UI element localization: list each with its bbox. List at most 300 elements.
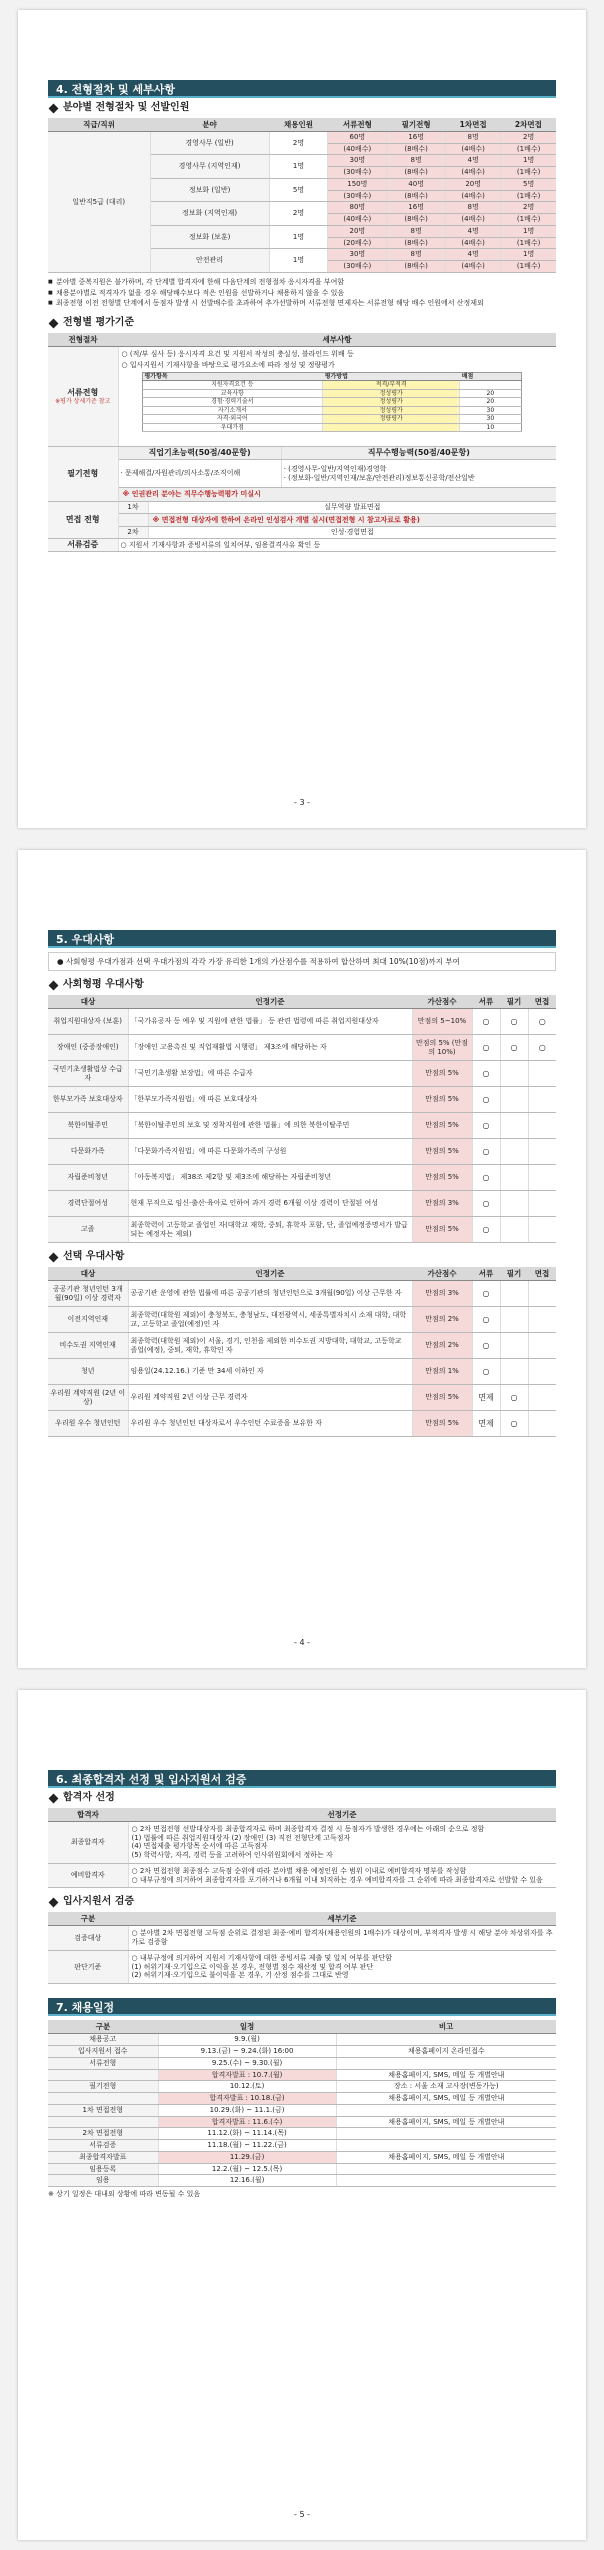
schedule-row — [48, 2116, 556, 2128]
schedule-remark — [336, 2175, 556, 2187]
table-header: 세부사항 — [118, 333, 556, 347]
count-cell: 1명 — [501, 225, 556, 237]
check-cell: ○ — [472, 1113, 500, 1139]
table-row — [48, 1113, 556, 1139]
table-header: 직급/직위 — [48, 118, 150, 132]
schedule-remark: 장소 : 서울 소재 고사장(변동가능) — [336, 2081, 556, 2093]
field-cell: 경영사무 (지역인재) — [150, 155, 269, 179]
check-cell — [500, 1087, 528, 1113]
count-cell: 80명 — [328, 202, 387, 214]
reserve-criteria — [128, 1863, 556, 1888]
criteria-cell: 우리원 우수 청년인턴 대상자로서 우수인턴 수료증을 보유한 자 — [128, 1411, 412, 1437]
multiple-cell: (4배수) — [446, 167, 501, 179]
inner-row — [142, 398, 521, 407]
check-cell — [528, 1165, 556, 1191]
check-cell — [528, 1061, 556, 1087]
points-cell: 만점의 1% — [412, 1359, 472, 1385]
detail-line: (5) 학력사항, 자격, 경력 등을 고려하여 인사위원회에서 정하는 자 — [131, 1851, 333, 1860]
points-cell: 만점의 5% — [412, 1061, 472, 1087]
doc-eval-inner-table — [142, 372, 522, 433]
count-cell: 2명 — [501, 202, 556, 214]
schedule-stage: 임용 — [48, 2175, 158, 2187]
check-cell — [528, 1307, 556, 1333]
schedule-row — [48, 2175, 556, 2187]
row-label: 검증대상 — [48, 1926, 128, 1951]
check-cell: ○ — [472, 1359, 500, 1385]
schedule-row — [48, 2081, 556, 2093]
subsection-title: 합격자 선정 — [48, 1788, 556, 1808]
multiple-cell: (40배수) — [328, 214, 387, 226]
check-cell — [528, 1333, 556, 1359]
check-cell: ○ — [528, 1035, 556, 1061]
points-cell: 만점의 5% (만점의 10%) — [412, 1035, 472, 1061]
schedule-row — [48, 2046, 556, 2058]
target-cell: 우리원 계약직원 (2년 이상) — [48, 1385, 128, 1411]
inner-cell: 교육사항 — [142, 389, 323, 398]
schedule-date: 9.13.(금) ~ 9.24.(화) 16:00 — [158, 2046, 336, 2058]
field-cell: 정보화 (지역인재) — [150, 202, 269, 226]
multiple-cell: (4배수) — [446, 261, 501, 273]
target-cell: 취업지원대상자 (보훈) — [48, 1009, 128, 1035]
check-cell — [500, 1217, 528, 1243]
final-criteria — [128, 1821, 556, 1863]
points-cell: 만점의 5% — [412, 1113, 472, 1139]
table-header: 분야 — [150, 118, 269, 132]
note-item: ■ 분야별 중복지원은 불가하며, 각 단계별 합격자에 한해 다음단계의 전형절차 응시자격을 부여함 — [48, 277, 556, 288]
page-number: - 3 - — [294, 798, 310, 807]
detail-line: ○ (적/부 심사 등) 응시자격 요건 및 지원서 작성의 충실성, 블라인드 위배 등 — [121, 350, 354, 358]
points-cell: 만점의 3% — [412, 1281, 472, 1307]
check-cell: ○ — [472, 1281, 500, 1307]
count-cell: 8명 — [387, 249, 446, 261]
inner-header: 평가항목 — [142, 372, 323, 381]
criteria-cell: 임용일(24.12.16.) 기준 만 34세 이하인 자 — [128, 1359, 412, 1385]
multiple-cell: (1배수) — [501, 143, 556, 155]
section-title: 6. 최종합격자 선정 및 입사지원서 검증 — [48, 1770, 556, 1788]
selection-table — [48, 118, 556, 273]
interview-text: 실무역량 발표면접 — [148, 501, 556, 513]
schedule-row — [48, 2069, 556, 2081]
table-header: 구분 — [48, 1912, 128, 1926]
schedule-remark: 채용홈페이지, SMS, 메일 등 개별안내 — [336, 2069, 556, 2081]
table-row — [48, 1087, 556, 1113]
schedule-stage — [48, 2093, 158, 2105]
diamond-icon — [49, 1898, 59, 1908]
criteria-cell: 「다문화가족지원법」에 따른 다문화가족의 구성원 — [128, 1139, 412, 1165]
check-cell: 면제 — [472, 1385, 500, 1411]
field-cell: 정보화 (보훈) — [150, 225, 269, 249]
table-row — [48, 131, 556, 143]
count-cell: 4명 — [446, 249, 501, 261]
schedule-date: 합격자발표 : 10.7.(월) — [158, 2069, 336, 2081]
page-5 — [18, 1690, 586, 2540]
schedule-date: 9.25.(수) ~ 9.30.(월) — [158, 2057, 336, 2069]
check-cell: ○ — [500, 1009, 528, 1035]
table-header: 면접 — [528, 995, 556, 1009]
count-cell: 5명 — [501, 178, 556, 190]
schedule-stage: 최종합격자발표 — [48, 2151, 158, 2163]
table-row — [48, 1191, 556, 1217]
table-row — [48, 1035, 556, 1061]
note-item: ■ 최종전형 이전 전형별 단계에서 동점자 발생 시 선발배수를 초과하여 추가선발하며 서류전형 면제자는 서류전형 해당 배수 인원에서 산정제외 — [48, 298, 556, 309]
schedule-stage: 1차 면접전형 — [48, 2104, 158, 2116]
table-row — [48, 1359, 556, 1385]
multiple-cell: (4배수) — [446, 190, 501, 202]
check-cell: ○ — [472, 1307, 500, 1333]
table-header: 채용인원 — [269, 118, 328, 132]
inner-row — [142, 415, 521, 424]
schedule-stage: 서류전형 — [48, 2057, 158, 2069]
target-cell: 장애인 (중증장애인) — [48, 1035, 128, 1061]
inner-header: 평가방법 — [323, 372, 460, 381]
written-col-header: 직업기초능력(50점/40문항) — [118, 447, 281, 460]
schedule-remark — [336, 2104, 556, 2116]
multiple-cell: (8배수) — [387, 237, 446, 249]
written-col-header: 직무수행능력(50점/40문항) — [281, 447, 556, 460]
headcount-cell: 2명 — [269, 131, 328, 155]
points-cell: 만점의 5% — [412, 1385, 472, 1411]
check-cell: ○ — [472, 1217, 500, 1243]
points-cell: 만점의 5% — [412, 1139, 472, 1165]
interview-stage: 1차 — [118, 501, 148, 513]
table-header: 1차면접 — [446, 118, 501, 132]
target-cell: 경력단절여성 — [48, 1191, 128, 1217]
table-header: 대상 — [48, 1267, 128, 1281]
table-header: 가산점수 — [412, 1267, 472, 1281]
schedule-date: 합격자발표 : 10.18.(금) — [158, 2093, 336, 2105]
inner-cell: 30 — [460, 415, 521, 424]
check-cell — [528, 1411, 556, 1437]
schedule-row — [48, 2034, 556, 2046]
table-header: 면접 — [528, 1267, 556, 1281]
target-cell: 이전지역인재 — [48, 1307, 128, 1333]
detail-line: ○ 내부규정에 의거하여 지원서 기재사항에 대한 증빙서류 제출 및 일치 여부를 판단함 — [131, 1953, 392, 1962]
warning-text: ※ 인권관리 분야는 직무수행능력평가 미실시 — [118, 488, 556, 502]
count-cell: 8명 — [446, 131, 501, 143]
detail-line: ○ 분야별 2차 면접전형 고득점 순위로 결정된 최종·예비 합격자(채용인원의 1배수)가 대상이며, 부적격자 발생 시 해당 분야 차상위자를 추가로 검증함 — [128, 1926, 556, 1951]
inner-cell: 정성평가 — [323, 406, 460, 415]
multiple-cell: (8배수) — [387, 167, 446, 179]
schedule-remark — [336, 2163, 556, 2175]
schedule-row — [48, 2163, 556, 2175]
schedule-row — [48, 2104, 556, 2116]
note-item: ■ 채용분야별로 적격자가 없을 경우 해당배수보다 적은 인원을 선발하거나 채용하지 않을 수 있음 — [48, 288, 556, 299]
detail-line: (2) 허위기재·오기입으로 불이익을 본 경우, 기 산정 점수를 그대로 반영 — [131, 1971, 349, 1980]
count-cell: 16명 — [387, 202, 446, 214]
diamond-icon — [49, 981, 59, 991]
headcount-cell: 1명 — [269, 249, 328, 273]
schedule-note: ※ 상기 일정은 대내외 상황에 따라 변동될 수 있음 — [48, 2190, 201, 2199]
check-cell — [500, 1191, 528, 1217]
schedule-row — [48, 2093, 556, 2105]
multiple-cell: (30배수) — [328, 190, 387, 202]
subsection-title: 전형별 평가기준 — [48, 313, 556, 333]
diamond-icon — [49, 1253, 59, 1263]
check-cell: ○ — [472, 1035, 500, 1061]
row-label: 서류검증 — [67, 540, 99, 549]
schedule-remark — [336, 2128, 556, 2140]
multiple-cell: (40배수) — [328, 143, 387, 155]
target-cell: 청년 — [48, 1359, 128, 1385]
check-cell: ○ — [472, 1087, 500, 1113]
count-cell: 1명 — [501, 249, 556, 261]
bullet-icon: ● — [57, 957, 64, 966]
target-cell: 한부모가족 보호대상자 — [48, 1087, 128, 1113]
schedule-stage — [48, 2069, 158, 2081]
headcount-cell: 1명 — [269, 225, 328, 249]
points-cell: 만점의 5% — [412, 1165, 472, 1191]
inner-cell: 정성평가 — [323, 389, 460, 398]
schedule-stage: 서류검증 — [48, 2140, 158, 2152]
schedule-row — [48, 2057, 556, 2069]
schedule-stage: 임용등록 — [48, 2163, 158, 2175]
inner-cell — [323, 423, 460, 432]
target-cell: 자립준비청년 — [48, 1165, 128, 1191]
table-row — [48, 1061, 556, 1087]
target-cell: 다문화가족 — [48, 1139, 128, 1165]
interview-text: 인성·경험면접 — [148, 527, 556, 539]
schedule-date: 11.12.(화) ~ 11.14.(목) — [158, 2128, 336, 2140]
points-cell: 만점의 5% — [412, 1411, 472, 1437]
multiple-cell: (8배수) — [387, 261, 446, 273]
table-header: 서류 — [472, 995, 500, 1009]
schedule-remark — [336, 2057, 556, 2069]
table-header: 필기 — [500, 995, 528, 1009]
row-label: 필기전형 — [67, 468, 99, 478]
count-cell: 8명 — [387, 155, 446, 167]
criteria-cell: 「한부모가족지원법」에 따른 보호대상자 — [128, 1087, 412, 1113]
schedule-date: 합격자발표 : 11.6.(수) — [158, 2116, 336, 2128]
count-cell: 4명 — [446, 155, 501, 167]
target-cell: 공공기관 청년인턴 3개월(90일) 이상 경력자 — [48, 1281, 128, 1307]
headcount-cell: 2명 — [269, 202, 328, 226]
eval-table — [48, 333, 556, 552]
written-content: · 문제해결/자원관리/의사소통/조직이해 — [118, 460, 281, 488]
inner-cell: 정량평가 — [323, 415, 460, 424]
count-cell: 16명 — [387, 131, 446, 143]
row-label: 최종합격자 — [48, 1821, 128, 1863]
diamond-icon — [49, 103, 59, 113]
multiple-cell: (20배수) — [328, 237, 387, 249]
multiple-cell: (1배수) — [501, 167, 556, 179]
grade-cell: 일반직5급 (대리) — [48, 131, 150, 272]
multiple-cell: (1배수) — [501, 237, 556, 249]
check-cell — [528, 1385, 556, 1411]
warning-text: ※ 면접전형 대상자에 한하여 온라인 인성검사 개별 실시(면접전형 시 참고자료로 활용) — [148, 513, 556, 527]
count-cell: 8명 — [387, 225, 446, 237]
inner-cell: 적격/부적격 — [323, 381, 460, 390]
schedule-row — [48, 2151, 556, 2163]
schedule-remark: 채용홈페이지, SMS, 메일 등 개별안내 — [336, 2151, 556, 2163]
section-title: 5. 우대사항 — [48, 930, 556, 948]
inner-row — [142, 423, 521, 432]
criteria-cell: 「장애인 고용촉진 및 직업재활법 시행령」 제3조에 해당하는 자 — [128, 1035, 412, 1061]
page-number: - 5 - — [294, 2510, 310, 2519]
table-header: 인정기준 — [128, 1267, 412, 1281]
schedule-stage: 채용공고 — [48, 2034, 158, 2046]
pass-selection-table — [48, 1808, 556, 1889]
count-cell: 2명 — [501, 131, 556, 143]
table-header: 전형절차 — [48, 333, 118, 347]
headcount-cell: 5명 — [269, 178, 328, 202]
detail-line: ○ 입사지원서 기재사항을 바탕으로 평가요소에 따라 정성 및 정량평가 — [121, 360, 335, 369]
table-row — [48, 1411, 556, 1437]
count-cell: 20명 — [328, 225, 387, 237]
count-cell: 40명 — [387, 178, 446, 190]
schedule-date: 12.2.(월) ~ 12.5.(목) — [158, 2163, 336, 2175]
schedule-date: 9.9.(월) — [158, 2034, 336, 2046]
optional-preference-table — [48, 1267, 556, 1437]
intro-text: 사회형평 우대가점과 선택 우대가점의 각각 가장 유리한 1개의 가산점수를 적용하여 합산하며 최대 10%(10점)까지 부여 — [65, 957, 460, 966]
table-row — [48, 1009, 556, 1035]
criteria-cell: 「국가유공자 등 예우 및 지원에 관한 법률」 등 관련 법령에 따른 취업지원대상자 — [128, 1009, 412, 1035]
count-cell: 30명 — [328, 155, 387, 167]
schedule-date: 10.12.(토) — [158, 2081, 336, 2093]
schedule-row — [48, 2128, 556, 2140]
table-header: 서류전형 — [328, 118, 387, 132]
table-row — [48, 1281, 556, 1307]
table-header: 일정 — [158, 2020, 336, 2034]
check-cell: ○ — [472, 1165, 500, 1191]
inner-cell: 20 — [460, 389, 521, 398]
table-header: 인정기준 — [128, 995, 412, 1009]
count-cell: 4명 — [446, 225, 501, 237]
multiple-cell: (4배수) — [446, 237, 501, 249]
table-header: 대상 — [48, 995, 128, 1009]
check-cell — [528, 1281, 556, 1307]
detail-line: (1) 법률에 따른 취업지원대상자 (2) 장애인 (3) 직전 전형단계 고득점자 — [131, 1833, 351, 1842]
points-cell: 만점의 2% — [412, 1333, 472, 1359]
table-header: 가산점수 — [412, 995, 472, 1009]
schedule-remark: 채용홈페이지, SMS, 메일 등 개별안내 — [336, 2093, 556, 2105]
detail-line: (4) 면접제출 평가항목 순서에 따른 고득점자 — [131, 1842, 268, 1851]
subsection-title: 분야별 전형절차 및 선발인원 — [48, 98, 556, 118]
table-header: 서류 — [472, 1267, 500, 1281]
inner-cell: 30 — [460, 406, 521, 415]
schedule-stage — [48, 2116, 158, 2128]
schedule-remark: 채용홈페이지, SMS, 메일 등 개별안내 — [336, 2116, 556, 2128]
criteria-cell: 최종학력이 고등학교 졸업인 자(대학교 재학, 중퇴, 휴학자 포함, 단, 졸업예정증명서가 발급되는 예정자는 제외) — [128, 1217, 412, 1243]
check-cell: ○ — [528, 1009, 556, 1035]
check-cell — [500, 1307, 528, 1333]
check-cell: ○ — [500, 1411, 528, 1437]
table-header: 필기전형 — [387, 118, 446, 132]
interview-stage: 2차 — [118, 527, 148, 539]
multiple-cell: (8배수) — [387, 143, 446, 155]
written-content: · (경영사무-일반/지역인재)경영학 — [283, 464, 387, 473]
schedule-table — [48, 2020, 556, 2187]
schedule-remark — [336, 2140, 556, 2152]
inner-header: 배점 — [460, 372, 521, 381]
table-row — [48, 1385, 556, 1411]
note-text: ※평가 상세기준 참고 — [55, 397, 111, 405]
table-header: 합격자 — [48, 1808, 128, 1822]
check-cell — [528, 1087, 556, 1113]
diamond-icon — [49, 1793, 59, 1803]
social-preference-table — [48, 995, 556, 1243]
criteria-cell: 공공기관 운영에 관한 법률에 따른 공공기관의 청년인턴으로 3개월(90일) 이상 근무한 자 — [128, 1281, 412, 1307]
check-cell: ○ — [472, 1139, 500, 1165]
criteria-cell: 「국민기초생활 보장법」에 따른 수급자 — [128, 1061, 412, 1087]
criteria-cell: 「아동복지법」 제38조 제2항 및 제3조에 해당하는 자립준비청년 — [128, 1165, 412, 1191]
count-cell: 1명 — [501, 155, 556, 167]
check-cell — [500, 1139, 528, 1165]
check-cell — [500, 1165, 528, 1191]
notes — [48, 277, 556, 309]
table-row — [48, 1139, 556, 1165]
row-label: 판단기준 — [48, 1950, 128, 1983]
check-cell — [500, 1359, 528, 1385]
count-cell: 8명 — [446, 202, 501, 214]
subsection-title: 입사지원서 검증 — [48, 1892, 556, 1912]
inner-cell: 정성평가 — [323, 398, 460, 407]
field-cell: 정보화 (일반) — [150, 178, 269, 202]
detail-line: (1) 허위기재·오기입으로 이익을 본 경우, 전형별 점수 재산정 및 합격 여부 판단 — [131, 1962, 374, 1971]
multiple-cell: (1배수) — [501, 214, 556, 226]
multiple-cell: (30배수) — [328, 167, 387, 179]
target-cell: 우리원 우수 청년인턴 — [48, 1411, 128, 1437]
section-title: 7. 채용일정 — [48, 1998, 556, 2016]
check-cell: ○ — [472, 1191, 500, 1217]
inner-cell: 20 — [460, 398, 521, 407]
diamond-icon — [49, 318, 59, 328]
points-cell: 만점의 5% — [412, 1217, 472, 1243]
schedule-date: 12.16.(월) — [158, 2175, 336, 2187]
points-cell: 만점의 3% — [412, 1191, 472, 1217]
check-cell — [528, 1217, 556, 1243]
schedule-remark — [336, 2034, 556, 2046]
schedule-date: 11.18.(월) ~ 11.22.(금) — [158, 2140, 336, 2152]
criteria-cell: 우리원 계약직원 2년 이상 근무 경력자 — [128, 1385, 412, 1411]
page-3 — [18, 10, 586, 828]
verification-table — [48, 1912, 556, 1984]
inner-cell: 자기소개서 — [142, 406, 323, 415]
target-cell: 국민기초생활법상 수급자 — [48, 1061, 128, 1087]
schedule-remark: 채용홈페이지 온라인접수 — [336, 2046, 556, 2058]
multiple-cell: (4배수) — [446, 143, 501, 155]
multiple-cell: (8배수) — [387, 190, 446, 202]
check-cell: ○ — [472, 1061, 500, 1087]
target-cell: 북한이탈주민 — [48, 1113, 128, 1139]
check-cell — [528, 1359, 556, 1385]
schedule-date: 11.29.(금) — [158, 2151, 336, 2163]
table-row — [48, 1333, 556, 1359]
page-4 — [18, 850, 586, 1668]
intro-box — [48, 952, 556, 971]
check-cell — [528, 1139, 556, 1165]
multiple-cell: (1배수) — [501, 261, 556, 273]
subsection-title: 선택 우대사항 — [48, 1247, 556, 1267]
count-cell: 60명 — [328, 131, 387, 143]
table-row — [48, 1307, 556, 1333]
target-cell: 고졸 — [48, 1217, 128, 1243]
multiple-cell: (4배수) — [446, 214, 501, 226]
table-header: 세부기준 — [128, 1912, 556, 1926]
inner-cell: 자격·외국어 — [142, 415, 323, 424]
criteria-cell: 「북한이탈주민의 보호 및 정착지원에 관한 법률」에 의한 북한이탈주민 — [128, 1113, 412, 1139]
check-cell: ○ — [500, 1385, 528, 1411]
check-cell: 면제 — [472, 1411, 500, 1437]
inner-cell: 경험·경력기술서 — [142, 398, 323, 407]
inner-cell: 우대가점 — [142, 423, 323, 432]
multiple-cell: (1배수) — [501, 190, 556, 202]
inner-row — [142, 381, 521, 390]
count-cell: 20명 — [446, 178, 501, 190]
table-header: 2차면접 — [501, 118, 556, 132]
row-label: 면접 전형 — [65, 514, 100, 524]
points-cell: 만점의 5~10% — [412, 1009, 472, 1035]
table-row — [48, 1165, 556, 1191]
